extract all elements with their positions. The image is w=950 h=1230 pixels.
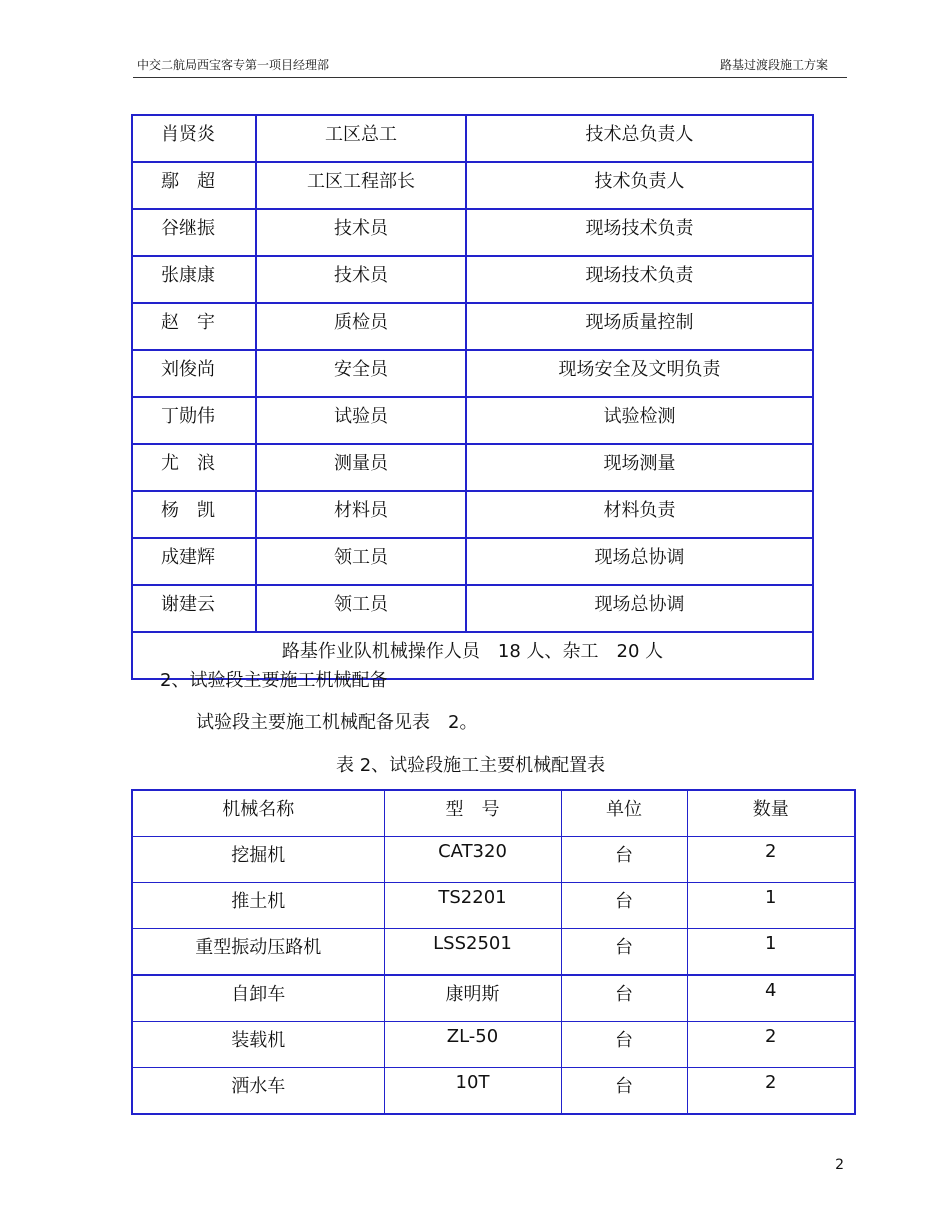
- machine-row: [132, 1068, 855, 1115]
- machine-model: TS2201: [384, 883, 561, 929]
- table2-caption: 表 2、试验段施工主要机械配置表: [336, 755, 606, 776]
- staff-duty: 现场总协调: [466, 585, 813, 632]
- staff-duty: 现场测量: [466, 444, 813, 491]
- staff-name: 杨 凯: [132, 491, 256, 538]
- staff-position: 工区工程部长: [256, 162, 466, 209]
- machine-unit: 台: [561, 883, 687, 929]
- machine-quantity: 2: [687, 1022, 855, 1068]
- machine-quantity: 2: [687, 837, 855, 883]
- machine-name: 装载机: [132, 1022, 384, 1068]
- staff-row: [132, 444, 813, 491]
- machine-row: [132, 837, 855, 883]
- machine-unit: 台: [561, 1022, 687, 1068]
- machine-row: [132, 883, 855, 929]
- staff-duty: 试验检测: [466, 397, 813, 444]
- section-text: 试验段主要施工机械配备见表 2。: [196, 712, 478, 733]
- staff-duty: 现场安全及文明负责: [466, 350, 813, 397]
- machine-model: ZL-50: [384, 1022, 561, 1068]
- machine-model: CAT320: [384, 837, 561, 883]
- machine-unit: 台: [561, 929, 687, 976]
- staff-row: [132, 115, 813, 162]
- machine-row: [132, 1022, 855, 1068]
- machine-quantity: 4: [687, 975, 855, 1022]
- machine-model: 10T: [384, 1068, 561, 1115]
- staff-row: [132, 209, 813, 256]
- machine-unit: 台: [561, 1068, 687, 1115]
- machine-quantity: 1: [687, 883, 855, 929]
- staff-name: 赵 宇: [132, 303, 256, 350]
- staff-position: 材料员: [256, 491, 466, 538]
- staff-duty: 技术负责人: [466, 162, 813, 209]
- header-rule: [133, 77, 847, 78]
- staff-position: 测量员: [256, 444, 466, 491]
- machine-row: [132, 975, 855, 1022]
- header-model: 型 号: [384, 790, 561, 837]
- staff-position: 工区总工: [256, 115, 466, 162]
- staff-row: [132, 585, 813, 632]
- staff-name: 谷继振: [132, 209, 256, 256]
- machine-unit: 台: [561, 837, 687, 883]
- staff-name: 谢建云: [132, 585, 256, 632]
- staff-name: 丁勋伟: [132, 397, 256, 444]
- staff-position: 安全员: [256, 350, 466, 397]
- staff-duty: 现场质量控制: [466, 303, 813, 350]
- staff-row: [132, 162, 813, 209]
- machine-name: 自卸车: [132, 975, 384, 1022]
- staff-duty: 材料负责: [466, 491, 813, 538]
- staff-row: [132, 350, 813, 397]
- staff-position: 领工员: [256, 585, 466, 632]
- staff-name: 张康康: [132, 256, 256, 303]
- machine-quantity: 2: [687, 1068, 855, 1115]
- staff-duty: 现场总协调: [466, 538, 813, 585]
- machine-table: [131, 789, 856, 1115]
- staff-duty: 技术总负责人: [466, 115, 813, 162]
- staff-position: 领工员: [256, 538, 466, 585]
- staff-position: 技术员: [256, 209, 466, 256]
- header-unit: 单位: [561, 790, 687, 837]
- machine-quantity: 1: [687, 929, 855, 976]
- staff-name: 刘俊尚: [132, 350, 256, 397]
- staff-duty: 现场技术负责: [466, 256, 813, 303]
- header-quantity: 数量: [687, 790, 855, 837]
- machine-header-row: [132, 790, 855, 837]
- machine-name: 洒水车: [132, 1068, 384, 1115]
- header-right: 路基过渡段施工方案: [719, 58, 828, 72]
- staff-row: [132, 303, 813, 350]
- staff-row: [132, 397, 813, 444]
- staff-position: 质检员: [256, 303, 466, 350]
- page-number: 2: [835, 1157, 844, 1173]
- machine-name: 挖掘机: [132, 837, 384, 883]
- staff-name: 肖贤炎: [132, 115, 256, 162]
- header-left: 中交二航局西宝客专第一项目经理部: [137, 58, 330, 72]
- staff-position: 技术员: [256, 256, 466, 303]
- staff-row: [132, 256, 813, 303]
- staff-name: 尤 浪: [132, 444, 256, 491]
- staff-footer: 路基作业队机械操作人员 18 人、杂工 20 人: [132, 632, 813, 679]
- staff-position: 试验员: [256, 397, 466, 444]
- section-heading: 2、试验段主要施工机械配备: [160, 670, 388, 691]
- machine-model: LSS2501: [384, 929, 561, 976]
- machine-name: 推土机: [132, 883, 384, 929]
- machine-model: 康明斯: [384, 975, 561, 1022]
- staff-name: 成建辉: [132, 538, 256, 585]
- machine-row: [132, 929, 855, 976]
- staff-row: [132, 491, 813, 538]
- staff-table: [131, 114, 814, 680]
- machine-name: 重型振动压路机: [132, 929, 384, 976]
- staff-duty: 现场技术负责: [466, 209, 813, 256]
- machine-unit: 台: [561, 975, 687, 1022]
- header-machine-name: 机械名称: [132, 790, 384, 837]
- staff-row: [132, 538, 813, 585]
- staff-name: 鄢 超: [132, 162, 256, 209]
